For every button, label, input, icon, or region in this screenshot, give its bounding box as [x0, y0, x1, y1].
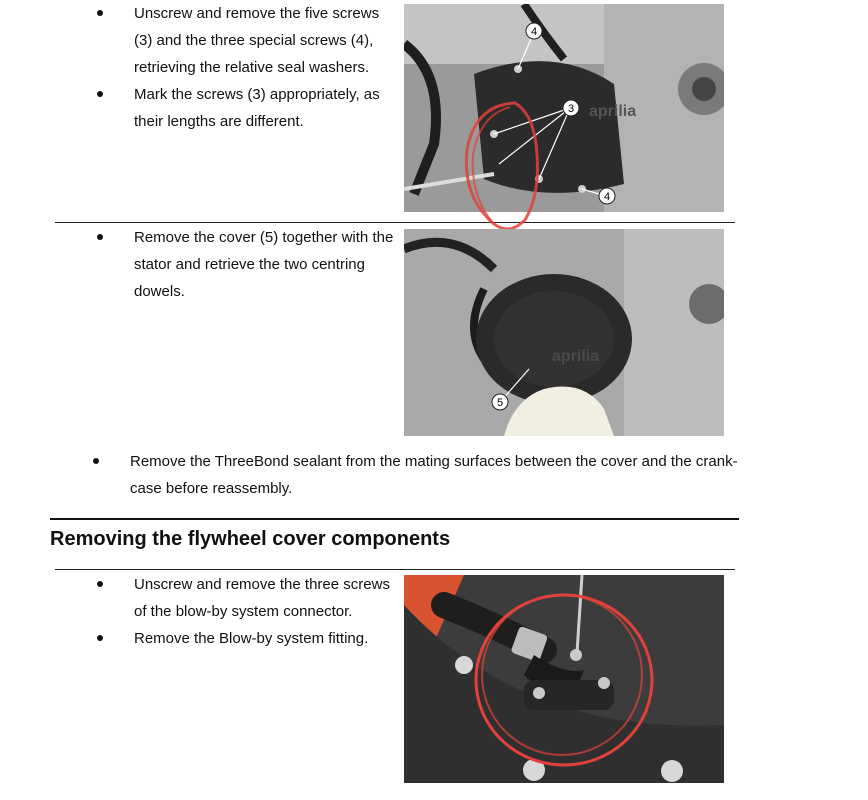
- svg-text:3: 3: [567, 103, 575, 115]
- section-divider: [55, 222, 735, 223]
- section-divider: [55, 569, 735, 570]
- bullet-dot: [97, 91, 103, 97]
- section-heading: Removing the flywheel cover components: [50, 528, 451, 550]
- engine-photo-cover: [404, 229, 724, 436]
- brand-logo: aprilia: [552, 348, 600, 365]
- instruction-text: Unscrew and remove the five screws (3) and the three special screws (4), retrieving the relative seal washers.: [134, 5, 380, 76]
- bullet-dot: [93, 458, 99, 464]
- note-text: Remove the ThreeBond sealant from the mating surfaces between the cover and the crank-case before reassembly.: [130, 453, 738, 497]
- svg-text:4: 4: [603, 191, 611, 203]
- blowby-fitting-photo: [404, 575, 724, 783]
- bullet-dot: [97, 234, 103, 240]
- bullet-dot: [97, 10, 103, 16]
- svg-text:4: 4: [530, 26, 538, 38]
- instruction-text: Remove the Blow-by system fitting.: [134, 630, 369, 647]
- instruction-text: Unscrew and remove the three screws of the blow-by system connector.: [134, 576, 390, 620]
- instruction-text: Mark the screws (3) appropriately, as their lengths are different.: [134, 86, 380, 130]
- brand-logo: aprilia: [589, 103, 637, 120]
- bullet-dot: [97, 581, 103, 587]
- bullet-dot: [97, 635, 103, 641]
- red-annotation-circle: [455, 95, 565, 245]
- heading-rule: [50, 518, 739, 520]
- svg-text:5: 5: [496, 397, 504, 409]
- instruction-text: Remove the cover (5) together with the stator and retrieve the two centring dowels.: [134, 229, 394, 300]
